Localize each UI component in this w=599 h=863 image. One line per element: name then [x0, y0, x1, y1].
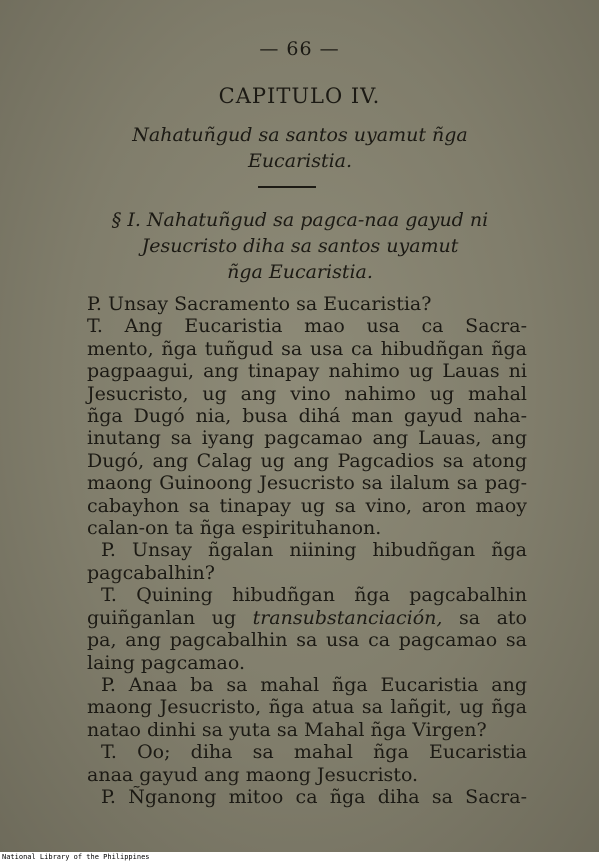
page-number: — 66 —: [259, 38, 340, 60]
text-line: cabayhon sa tinapay ug sa vino, aron maoy: [87, 494, 527, 517]
text-line: T. Quining hibudñgan ñga pagcabalhin: [101, 584, 527, 607]
divider-rule: [258, 186, 316, 188]
text-line: laing pagcamao.: [87, 651, 246, 674]
text-line: pagcabalhin?: [87, 561, 215, 584]
chapter-subtitle-line: Nahatuñgud sa santos uyamut ñga: [132, 124, 468, 146]
section-title-line: § I. Nahatuñgud sa pagca-naa gayud ni: [111, 209, 489, 231]
italic-term: transubstanciación,: [252, 606, 443, 629]
section-title-line: ñga Eucaristia.: [227, 261, 373, 283]
text-line: P. Anaa ba sa mahal ñga Eucaristia ang: [101, 673, 527, 696]
text-line: P. Unsay Sacramento sa Eucaristia?: [87, 293, 432, 315]
chapter-title: CAPITULO IV.: [218, 84, 381, 108]
text-line: maong Guinoong Jesucristo sa ilalum sa pag-: [87, 472, 527, 495]
text-line: pagpaagui, ang tinapay nahimo ug Lauas ni: [87, 360, 527, 383]
text-line: T. Ang Eucaristia mao usa ca Sacra-: [87, 315, 527, 338]
body-text: [87, 293, 527, 808]
section-title: [80, 207, 520, 285]
text-line: guiñganlan ug transubstanciación, sa ato: [87, 606, 527, 629]
text-line: maong Jesucristo, ñga atua sa lañgit, ug ñga: [87, 696, 527, 719]
text-line: anaa gayud ang maong Jesucristo.: [87, 763, 419, 786]
library-credit: National Library of the Philippines: [2, 853, 150, 861]
text-line: P. Ñganong mitoo ca ñga diha sa Sacra-: [101, 785, 527, 808]
chapter-subtitle-line: Eucaristia.: [247, 150, 353, 172]
text-line: P. Unsay ñgalan niining hibudñgan ñga: [101, 539, 527, 562]
text-line: calan-on ta ñga espirituhanon.: [87, 517, 382, 540]
section-title-line: Jesucristo diha sa santos uyamut: [141, 235, 459, 257]
text-line: pa, ang pagcabalhin sa usa ca pagcamao sa: [87, 629, 527, 652]
text-line: inutang sa iyang pagcamao ang Lauas, ang: [87, 427, 527, 450]
text-line: T. Oo; diha sa mahal ñga Eucaristia: [101, 741, 527, 764]
text-line: mento, ñga tuñgud sa usa ca hibudñgan ñga: [87, 337, 527, 360]
text-line: Dugó, ang Calag ug ang Pagcadios sa atong: [87, 449, 527, 472]
text-line: natao dinhi sa yuta sa Mahal ñga Virgen?: [87, 718, 487, 741]
text-line: ñga Dugó nia, busa dihá man gayud naha-: [87, 405, 527, 428]
text-line: Jesucristo, ug ang vino nahimo ug mahal: [87, 382, 527, 405]
chapter-subtitle: [60, 122, 540, 174]
